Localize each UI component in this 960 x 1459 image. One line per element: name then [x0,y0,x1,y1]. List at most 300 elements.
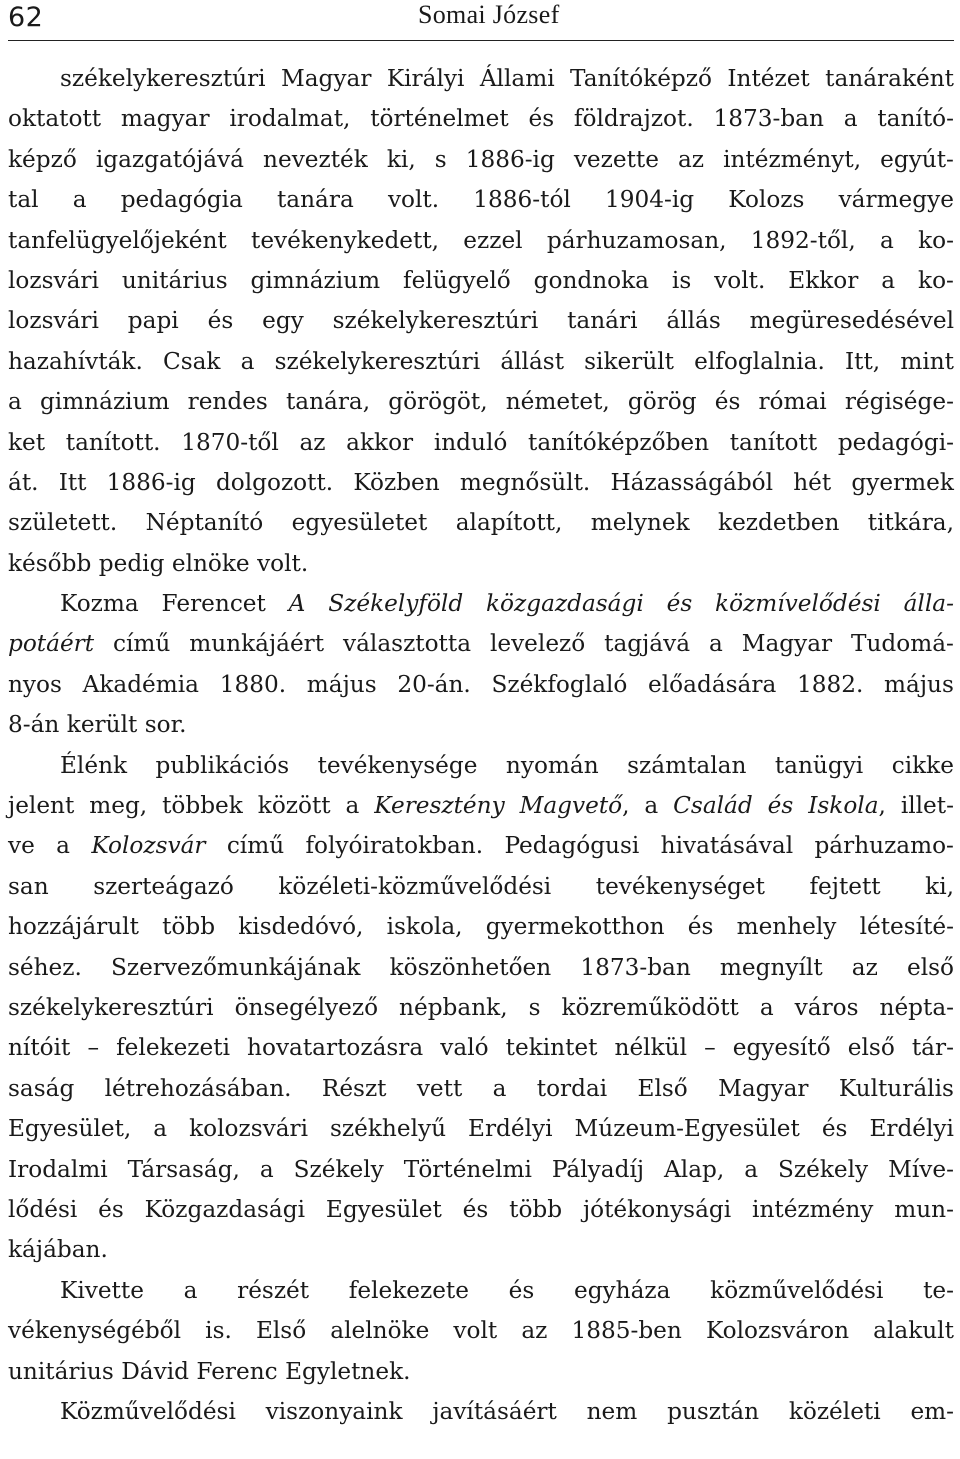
text-line [8,1352,954,1392]
word [644,786,658,826]
text-run: Székely [293,1155,384,1183]
paragraph [8,584,954,746]
paragraph [8,746,954,1271]
text-line [8,948,954,988]
paragraph [8,1392,954,1432]
text-run: a [708,630,723,658]
italic-text: potáért [8,630,95,658]
word [285,1352,410,1392]
text-run: című [112,630,171,658]
word [845,342,880,382]
italic-text: Család [673,792,753,820]
word [491,665,627,705]
word [742,624,832,664]
word [56,826,70,866]
text-run: , [622,792,630,820]
word [163,342,221,382]
word [153,1109,167,1149]
text-run: hozzájárult [8,913,139,941]
word [156,746,290,786]
text-run: vékenységéből [8,1317,182,1345]
word [205,1311,232,1351]
text-run: lozsvári [8,266,99,294]
text-run: és [821,1115,848,1143]
text-run: és [98,1195,124,1223]
word [688,907,714,947]
text-line [8,301,954,341]
text-run: és [508,1276,535,1304]
text-line [8,544,954,584]
text-run: történelmet [370,105,509,133]
word [145,1190,305,1230]
text-run: publikációs [155,751,290,779]
word [388,382,487,422]
text-run: te- [923,1276,954,1304]
text-run: ko- [918,266,954,294]
word [145,705,187,745]
word [417,1069,462,1109]
text-run: egyút- [880,145,954,173]
text-run: tanító- [877,105,954,133]
text-run: tekintet [505,1034,598,1062]
text-run: megüresedésével [749,307,954,335]
text-run: jótékonysági [582,1195,732,1223]
text-run: Irodalmi [8,1155,108,1183]
text-run: párhuzamo- [814,832,954,860]
word [399,988,508,1028]
word [260,1150,274,1190]
text-run: tanári [567,307,638,335]
word [434,423,508,463]
word [162,786,243,826]
word [904,584,954,624]
text-run: tanfelügyelőjeként [8,226,227,254]
text-run: nítóit [8,1034,71,1062]
text-run: rendes [187,388,268,416]
word [8,301,99,341]
text-run: s [434,145,447,173]
text-run: mint [900,347,954,375]
text-run: akkor [346,428,414,456]
word [666,301,720,341]
text-run: hivatásával [660,832,794,860]
text-run: a [240,347,255,375]
word [189,1109,308,1149]
text-run: cikke [891,751,954,779]
text-run: Tudomá- [851,630,954,658]
word [322,1069,387,1109]
word [923,1271,954,1311]
word [723,140,861,180]
word [888,1150,954,1190]
word [567,301,637,341]
text-run: állást [500,347,565,375]
body-text [8,59,954,1432]
text-run: sor. [144,711,187,739]
word [128,301,179,341]
word [509,1271,535,1311]
text-run: Magyar [280,65,372,92]
word [162,584,266,624]
text-run: székelykeresztúri [8,993,214,1021]
word [162,907,215,947]
text-line [8,463,954,503]
word [797,665,863,705]
text-run: népta- [879,993,954,1021]
text-run: Csak [162,347,221,375]
text-run: Történelmi [403,1155,532,1183]
word [258,786,331,826]
text-run: levelező [489,630,586,658]
text-run: dolgozott. [215,468,334,496]
text-run: tanára, [285,388,371,416]
word [900,342,954,382]
word [730,423,817,463]
text-run: Itt, [845,347,881,375]
word [661,826,793,866]
text-run: Itt [58,468,87,496]
text-line [8,1069,954,1109]
word [121,1352,189,1392]
text-run: 1880. [219,670,287,698]
text-run: földrajzot. [573,105,694,133]
text-run: Egyesület, [8,1115,132,1143]
word [289,584,306,624]
text-run: kájában. [8,1236,108,1264]
word [884,665,954,705]
word [89,786,147,826]
word [504,826,639,866]
text-run: a [8,388,22,416]
text-run: – [704,1034,716,1062]
text-run: titkára, [867,509,954,537]
text-run: saság [8,1074,75,1102]
text-run: 20-án. [397,670,471,698]
text-run: első [906,953,954,981]
text-run: alakult [873,1317,954,1345]
word [694,342,825,382]
word [506,746,599,786]
word [229,99,350,139]
word [574,140,659,180]
text-run: meg, [89,792,148,820]
text-run: szerteágazó [93,872,234,900]
word [184,1271,198,1311]
text-line [8,867,954,907]
italic-text: álla- [903,590,954,618]
text-run: séhez. [8,953,82,981]
text-run: menhely [736,913,837,941]
word [8,624,94,664]
word [403,261,511,301]
text-run: született. [8,509,118,537]
text-line [8,1190,954,1230]
text-run: az [851,953,878,981]
word [60,59,266,99]
text-run: nyos [8,670,62,698]
text-run: a [744,1155,759,1183]
word [825,59,954,99]
word [838,423,954,463]
word [247,1028,423,1068]
word [66,423,161,463]
text-line [8,624,954,664]
text-run: unitárius [121,266,228,294]
text-run: kezdetben [718,509,840,537]
word [374,786,504,826]
word [912,1028,954,1068]
text-run: több [509,1195,563,1223]
text-run: az [299,428,326,456]
word [520,786,630,826]
word [868,503,954,543]
word [453,1311,497,1351]
text-run: közéleti [788,1397,881,1425]
word [8,1069,74,1109]
word [506,382,610,422]
word [227,826,284,866]
word [547,221,727,261]
italic-text: Iskola [808,792,879,820]
word [648,665,776,705]
text-run: a [56,832,70,860]
word [73,180,87,220]
text-run: párhuzamosan, [546,226,727,254]
word [768,786,794,826]
text-run: illet- [900,792,954,820]
word [8,948,82,988]
text-run: Állami [479,65,555,92]
word [473,180,571,220]
word [844,99,858,139]
word [710,1271,883,1311]
text-line [8,342,954,382]
word [709,624,723,664]
text-run: melynek [590,509,690,537]
word [346,423,413,463]
text-line [8,140,954,180]
word [241,342,255,382]
text-run: és [462,1195,489,1223]
text-run: a [880,226,894,254]
word [8,423,45,463]
word [552,1150,644,1190]
word [584,342,674,382]
text-run: igazgatójává [95,145,245,173]
text-run: első [847,1034,895,1062]
word [728,180,804,220]
word [615,1028,687,1068]
word [328,584,463,624]
text-run: pedig [98,549,165,577]
word [509,1190,562,1230]
word [220,665,286,705]
text-run: vezette [573,145,659,173]
word [305,826,483,866]
word [294,1150,384,1190]
word [604,624,690,664]
running-head: Somai József [418,0,560,29]
text-run: elfoglalnia. [694,347,825,375]
word [275,342,481,382]
word [440,1028,488,1068]
word [809,867,880,907]
word [196,1352,277,1392]
text-run: – [87,1034,100,1062]
word [610,463,773,503]
word [93,867,234,907]
word [814,826,953,866]
text-run: Múzeum-Egyesület [574,1115,800,1143]
text-run: székelykeresztúri [60,65,266,92]
word [8,1311,181,1351]
text-run: a [183,1276,198,1304]
text-run: Szervezőmunkájának [111,953,361,981]
text-run: székelykeresztúri [274,347,481,375]
text-run: hét [793,468,832,496]
text-run: az [521,1317,548,1345]
text-run: gyermek [851,468,954,496]
text-run: tanítóképzőben [528,428,710,456]
word [480,59,555,99]
text-run: jelent [8,792,75,820]
text-run: intézmény [752,1195,874,1223]
word [463,221,522,261]
italic-text: A [288,590,306,618]
text-line [8,988,954,1028]
text-run: javításáért [432,1397,557,1425]
text-line [8,503,954,543]
word [8,99,101,139]
text-run: sikerült [584,347,674,375]
text-run: tár- [911,1034,954,1062]
text-run: tevékenységet [595,872,765,900]
word [8,503,117,543]
word [788,261,858,301]
text-run: gyermekotthon [485,913,665,941]
paragraph [8,59,954,584]
word [8,140,77,180]
text-run: munkájáért [189,630,325,658]
word [8,180,39,220]
italic-text: Kolozsvár [91,832,206,860]
word [845,382,954,422]
text-run: viszonyaink [265,1397,403,1425]
text-run: Kolozs [728,186,805,214]
text-run: tanított [729,428,818,456]
text-run: 1892-től, [750,226,856,254]
word [750,301,954,341]
word [718,503,839,543]
text-run: számtalan [627,751,747,779]
text-run: és [207,307,234,335]
text-run: egyesítő [732,1034,831,1062]
word [460,463,590,503]
word [892,746,954,786]
word [795,988,859,1028]
word [583,1190,731,1230]
word [760,988,774,1028]
text-run: tanára [276,186,354,214]
text-run: felekezete [348,1276,469,1304]
word [575,1109,800,1149]
word [751,221,856,261]
word [737,907,837,947]
text-line [8,59,954,99]
text-run: tal [8,186,39,214]
word [216,463,333,503]
word [390,948,552,988]
word [122,261,228,301]
text-run: önsegélyező [234,993,379,1021]
text-run: Székely [778,1155,869,1183]
word [388,180,439,220]
text-run: felekezeti [116,1034,230,1062]
word [343,624,471,664]
word [8,1150,108,1190]
text-run: tagjává [604,630,691,658]
word [664,1150,724,1190]
text-run: pusztán [667,1397,760,1425]
word [107,463,196,503]
word [758,382,826,422]
text-run: felügyelő [403,266,511,294]
text-run: Részt [321,1074,387,1102]
word [672,261,691,301]
word [715,584,881,624]
text-run: a [259,1155,274,1183]
text-run: többek [162,792,243,820]
word [880,221,894,261]
word [237,1271,309,1311]
text-run: Ferencet [161,590,266,618]
text-run: lozsvári [8,307,99,335]
text-run: papi [127,307,179,335]
word [667,584,693,624]
word [8,786,74,826]
book-page [8,0,954,1432]
word [521,1311,547,1351]
text-line [8,1150,954,1190]
word [587,1392,638,1432]
word [278,867,551,907]
word [116,1028,230,1068]
word [500,342,564,382]
text-run: tevékenykedett, [251,226,440,254]
word [8,705,59,745]
italic-text: közmívelődési [715,590,881,618]
text-run: Első [255,1317,307,1345]
text-run: san [8,872,49,900]
text-run: székhelyű [330,1115,447,1143]
page-number: 62 [8,2,44,33]
text-run: is. [205,1317,232,1345]
text-line [8,826,954,866]
text-run: oktatott [8,105,102,133]
word [113,624,170,664]
italic-text: Székelyföld [328,590,464,618]
word [277,180,354,220]
text-run: nem [586,1397,638,1425]
text-run: Társaság, [127,1155,240,1183]
word [528,423,709,463]
word [8,221,227,261]
text-run: vett [416,1074,463,1102]
word [8,1230,108,1270]
text-run: a [843,105,858,133]
word [529,988,541,1028]
word [307,665,377,705]
